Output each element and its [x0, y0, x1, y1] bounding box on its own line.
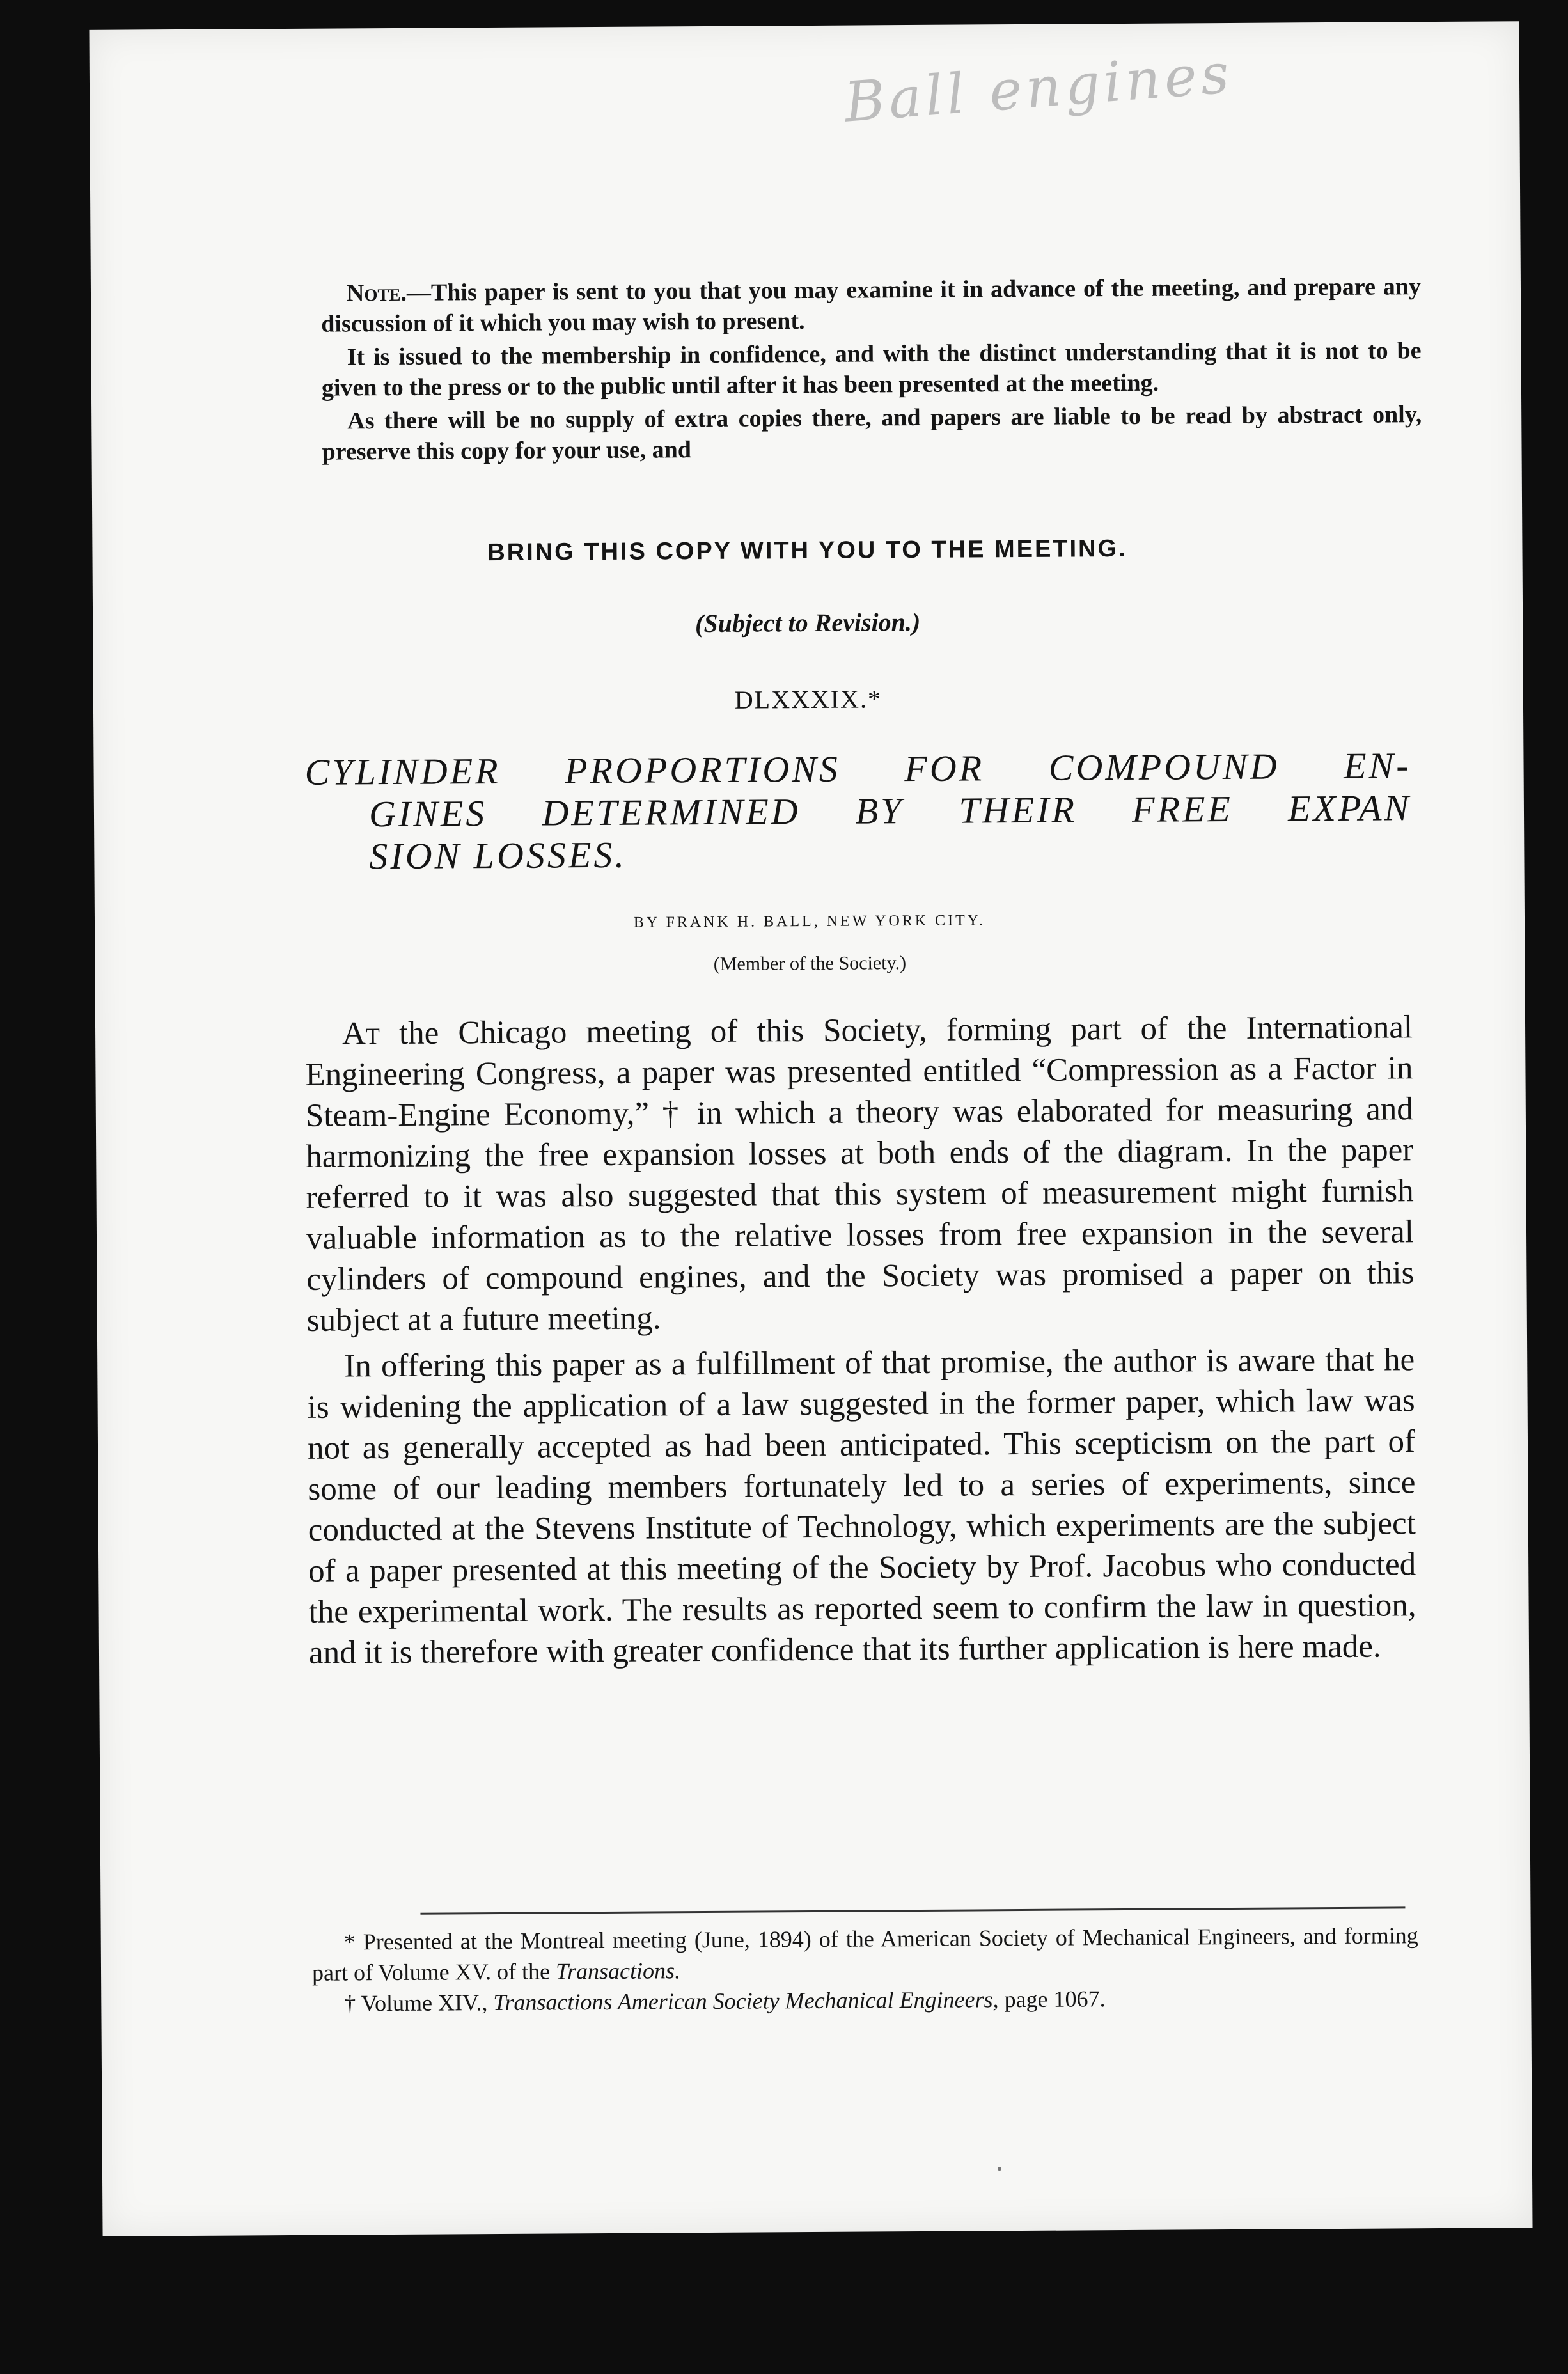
- footnotes: [312, 1920, 1419, 2019]
- subject-to-revision: (Subject to Revision.): [694, 607, 921, 638]
- footnote-2: [312, 1981, 1418, 2019]
- footnote-2-prefix: † Volume XIV.,: [344, 1990, 494, 2016]
- body-lead-word: At: [341, 1016, 380, 1052]
- bring-copy-notice: BRING THIS COPY WITH YOU TO THE MEETING.: [487, 535, 1127, 567]
- body-paragraph-1-text: the Chicago meeting of this Society, forming part of the International Engineering Congress, a paper was presented entitled “Compression as a Factor in Steam-Engine Economy,” † in which a theory was elaborated for measuring and harmonizing the free expansion losses at both ends of the diagram. In the paper referred to it was also suggested that this system of measurement might furnish valuable information as to the relative losses from free expansion in the several cylinders of compound engines, and the Society was promised a paper on this subject at a future meeting.: [305, 1009, 1415, 1339]
- note-paragraph-1: [321, 271, 1422, 340]
- note-paragraph-2: It is issued to the membership in confidence, and with the distinct understanding that it is not to be given to the press or to the public until after it has been presented at the meeting.: [321, 337, 1422, 402]
- author-membership: (Member of the Society.): [713, 952, 907, 975]
- footnote-divider: [420, 1906, 1405, 1914]
- body-paragraph-1: [305, 1007, 1415, 1341]
- title-line-2: GINES DETERMINED BY THEIR FREE EXPAN: [368, 787, 1412, 835]
- document-page: [89, 21, 1532, 2236]
- paper-number: DLXXXIX.*: [734, 684, 882, 714]
- body-text: [305, 1007, 1416, 1679]
- footnote-2-italic: Transactions American Society Mechanical Engineers,: [493, 1986, 999, 2016]
- title-line-1: CYLINDER PROPORTIONS FOR COMPOUND EN-: [304, 744, 1411, 793]
- advance-copy-note: [321, 271, 1422, 470]
- footnote-1: [312, 1920, 1419, 1988]
- footnote-2-suffix: page 1067.: [998, 1986, 1106, 2013]
- paper-title: [304, 744, 1411, 878]
- note-paragraph-1-text: —This paper is sent to you that you may examine it in advance of the meeting, and prepare any discussion of it which you may wish to present.: [321, 273, 1422, 338]
- author-byline: BY FRANK H. BALL, NEW YORK CITY.: [633, 912, 986, 931]
- note-paragraph-3: As there will be no supply of extra copies there, and papers are liable to be read by abstract only, preserve this copy for your use, and: [322, 401, 1422, 466]
- note-lead-word: Note.: [346, 279, 407, 307]
- body-paragraph-2: In offering this paper as a fulfillment of that promise, the author is aware that he is widening the application of a law suggested in the former paper, which law was not as generally accepted as had been anticipated. This scepticism on the part of some of our leading members fortunately led to a series of experiments, since conducted at the Stevens Institute of Technology, which experiments are the subject of a paper presented at this meeting of the Society by Prof. Jacobus who conducted the experimental work. The results as reported seem to confirm the law in question, and it is therefore with greater confidence that its further application is here made.: [307, 1342, 1416, 1671]
- footnote-1-italic: Transactions.: [555, 1958, 681, 1985]
- title-line-3: SION LOSSES.: [369, 833, 627, 877]
- handwritten-annotation: Ball engines: [842, 41, 1235, 135]
- footnote-1-text: * Presented at the Montreal meeting (June, 1894) of the American Society of Mechanical Engineers, and forming part of Volume XV. of the: [311, 1922, 1418, 1986]
- scan-speck: [998, 2167, 1001, 2171]
